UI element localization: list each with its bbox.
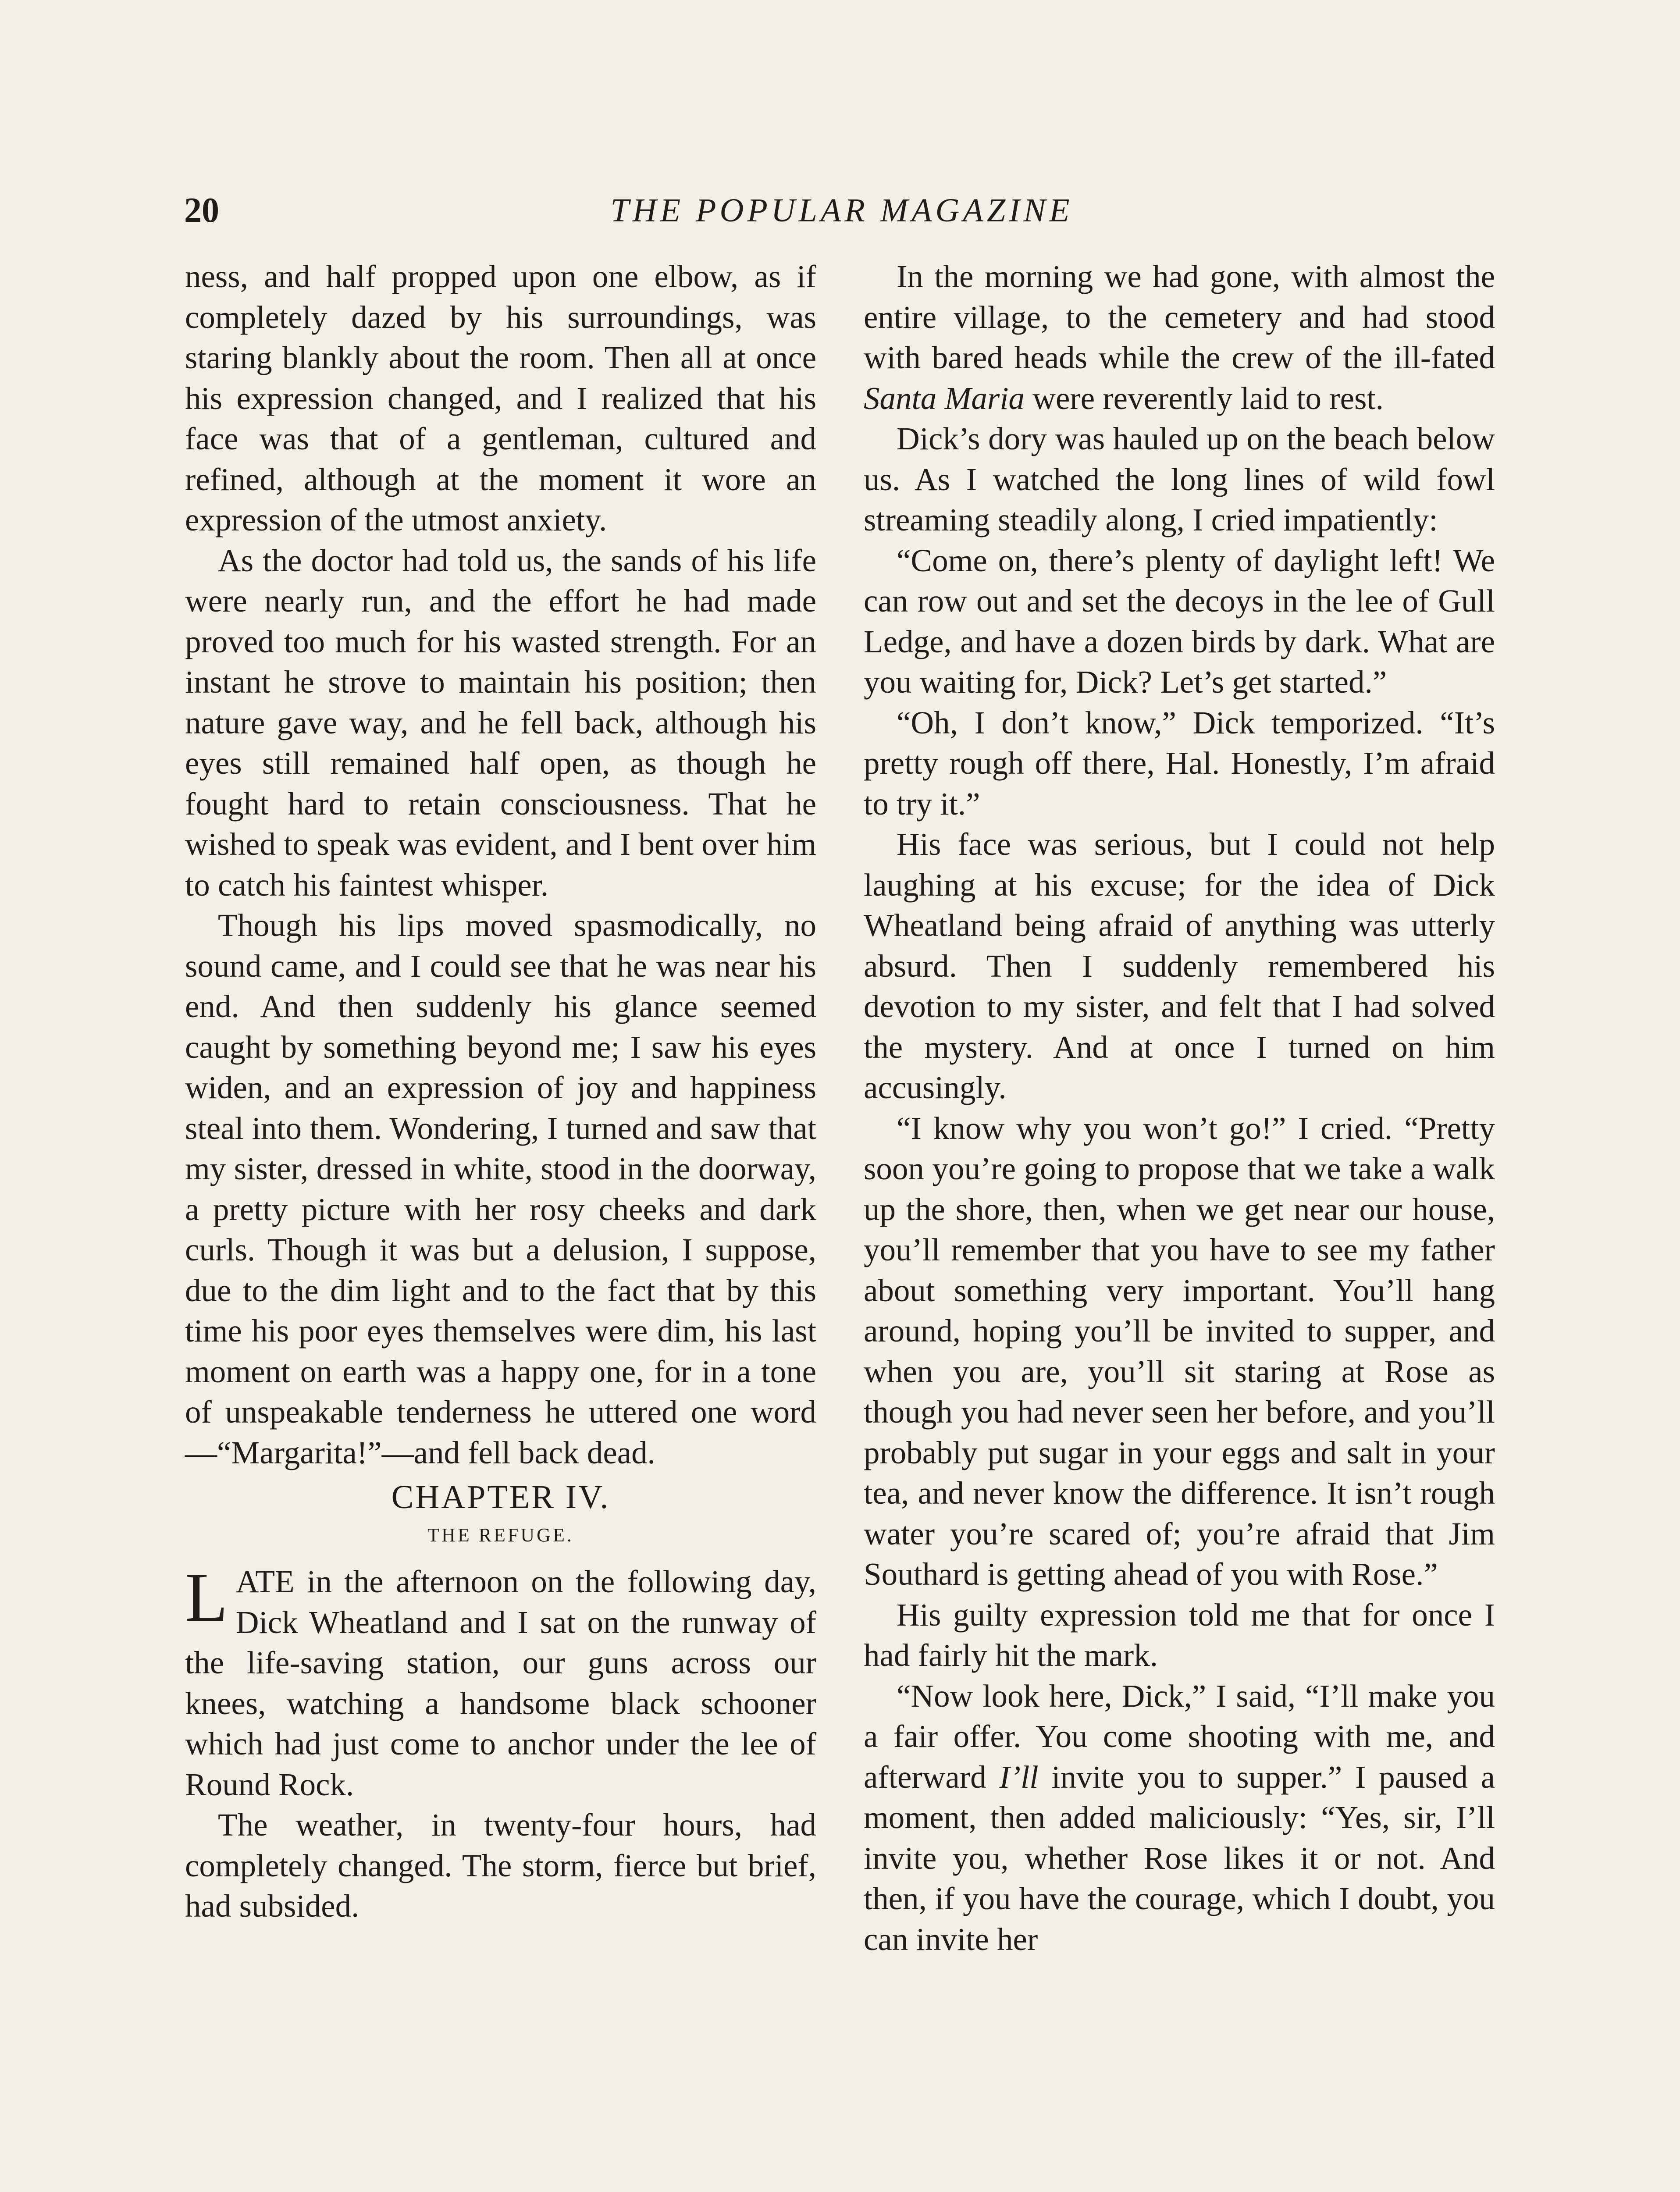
paragraph: Dick’s dory was hauled up on the beach below us. As I watched the long lines of wild fowl streaming steadily along, I cried impatiently:	[864, 421, 1495, 537]
paragraph	[864, 1676, 1495, 1960]
paragraph-text: were reverently laid to rest.	[1032, 380, 1384, 416]
page-number: 20	[184, 191, 219, 230]
drop-cap: L	[185, 1558, 228, 1636]
left-column	[185, 256, 816, 1927]
paragraph: “Oh, I don’t know,” Dick temporized. “It’s pretty rough off there, Hal. Honestly, I’m afraid to try it.”	[864, 705, 1495, 822]
running-head: THE POPULAR MAGAZINE	[610, 192, 1073, 229]
emphasis: I’ll	[999, 1759, 1039, 1795]
paragraph: “I know why you won’t go!” I cried. “Pretty soon you’re going to propose that we take a walk up the shore, then, when we get near our house, you’ll remember that you have to see my father about something very important. You’ll hang around, hoping you’ll be invited to supper, and when you are, you’ll sit staring at Rose as though you had never seen her before, and you’ll probably put sugar in your eggs and salt in your tea, and never know the difference. It isn’t rough water you’re scared of; you’re afraid that Jim Southard is getting ahead of you with Rose.”	[864, 1110, 1495, 1592]
paragraph-text: “Now look here, Dick,” I said, “I’ll make you a fair offer. You come shooting with me, and afterward	[864, 1678, 1495, 1795]
ship-name: Santa Maria	[864, 380, 1025, 416]
paragraph	[864, 256, 1495, 419]
paragraph-text: invite you to supper.” I paused a moment, then added maliciously: “Yes, sir, I’ll invite you, whether Rose likes it or not. And then, if you have the courage, which I doubt, you can invite her	[864, 1759, 1495, 1957]
right-column	[864, 256, 1495, 1960]
page-header	[184, 184, 1499, 237]
paragraph: “Come on, there’s plenty of daylight left! We can row out and set the decoys in the lee of Gull Ledge, and have a dozen birds by dark. What are you waiting for, Dick? Let’s get started.”	[864, 542, 1495, 700]
paragraph: ness, and half propped upon one elbow, as if completely dazed by his surroundings, was staring blankly about the room. Then all at once his expression changed, and I realized that his face was that of a gentleman, cultured and refined, although at the moment it wore an expression of the utmost anxiety.	[185, 259, 816, 537]
paragraph: The weather, in twenty-four hours, had completely changed. The storm, fierce but brief, had subsided.	[185, 1807, 816, 1924]
chapter-title: CHAPTER IV.	[391, 1479, 610, 1516]
paragraph: Though his lips moved spasmodically, no sound came, and I could see that he was near his end. And then suddenly his glance seemed caught by something beyond me; I saw his eyes widen, and an expression of joy and happiness steal into them. Wondering, I turned and saw that my sister, dressed in white, stood in the doorway, a pretty picture with her rosy cheeks and dark curls. Though it was but a delusion, I suppose, due to the dim light and to the fact that by this time his poor eyes themselves were dim, his last moment on earth was a happy one, for in a tone of unspeakable tenderness he uttered one word—“Margarita!”—and fell back dead.	[185, 907, 816, 1470]
chapter-opening-paragraph	[185, 1558, 816, 1805]
chapter-subtitle: THE REFUGE.	[427, 1524, 574, 1546]
paragraph: His face was serious, but I could not help laughing at his excuse; for the idea of Dick Wheatland being afraid of anything was utterly absurd. Then I suddenly remembered his devotion to my sister, and felt that I had solved the mystery. And at once I turned on him accusingly.	[864, 826, 1495, 1105]
paragraph: His guilty expression told me that for once I had fairly hit the mark.	[864, 1597, 1495, 1673]
paragraph-text: ATE in the afternoon on the following day, Dick Wheatland and I sat on the runway of the life-saving station, our guns across our knees, watching a handsome black schooner which had just come to anchor under the lee of Round Rock.	[185, 1564, 816, 1802]
paragraph-text: In the morning we had gone, with almost the entire village, to the cemetery and had stood with bared heads while the crew of the ill-fated	[864, 259, 1495, 375]
paragraph: As the doctor had told us, the sands of his life were nearly run, and the effort he had made proved too much for his wasted strength. For an instant he strove to maintain his position; then nature gave way, and he fell back, although his eyes still remained half open, as though he fought hard to retain consciousness. That he wished to speak was evident, and I bent over him to catch his faintest whisper.	[185, 542, 816, 903]
